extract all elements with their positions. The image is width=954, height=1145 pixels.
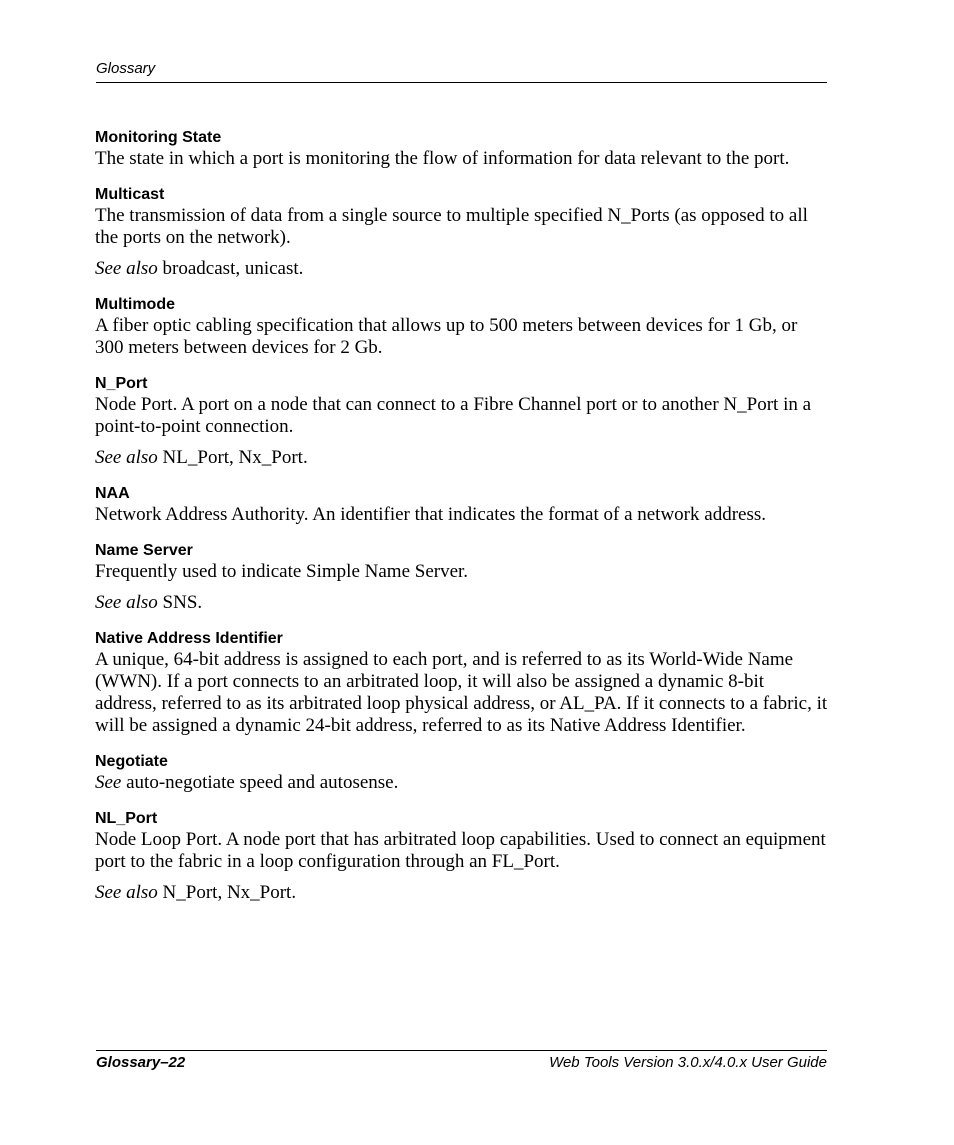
see-also-label: See also <box>95 592 158 613</box>
glossary-entry-multicast <box>95 184 830 280</box>
glossary-entry-naa <box>95 483 830 526</box>
glossary-entry-name-server <box>95 540 830 614</box>
glossary-definition: Frequently used to indicate Simple Name Server. <box>95 561 469 582</box>
page-footer <box>96 1050 827 1075</box>
glossary-definition: A unique, 64-bit address is assigned to each port, and is referred to as its World-Wide Name (WWN). If a port connects to an arbitrated loop, it will also be assigned a dynamic 8-bit address, referred to as its arbitrated loop physical address, or AL_PA. If it connects to a fabric, it will be assigned a dynamic 24-bit address, referred to as its Native Address Identifier. <box>95 649 828 736</box>
glossary-term: Monitoring State <box>95 129 222 146</box>
glossary-term: Multicast <box>95 186 165 203</box>
see-also-targets: SNS. <box>157 592 203 613</box>
see-also-reference <box>95 258 830 280</box>
glossary-entry-monitoring-state <box>95 127 830 170</box>
glossary-entry-negotiate <box>95 751 830 794</box>
glossary-definition: The transmission of data from a single source to multiple specified N_Ports (as opposed to all the ports on the network). <box>95 205 808 248</box>
glossary-entry-native-address-identifier <box>95 628 830 737</box>
see-also-reference <box>95 592 830 614</box>
glossary-definition: The state in which a port is monitoring the flow of information for data relevant to the port. <box>95 148 790 169</box>
see-also-label: See also <box>95 882 158 903</box>
glossary-term: Native Address Identifier <box>95 630 283 647</box>
glossary-entry-n-port <box>95 373 830 469</box>
glossary-term: Negotiate <box>95 753 168 770</box>
see-also-targets: NL_Port, Nx_Port. <box>157 447 308 468</box>
glossary-content <box>95 127 830 918</box>
see-also-reference <box>95 882 830 904</box>
page-header <box>96 58 827 83</box>
glossary-entry-nl-port <box>95 808 830 904</box>
document-title: Web Tools Version 3.0.x/4.0.x User Guide <box>549 1054 827 1071</box>
glossary-term: Multimode <box>95 296 175 313</box>
see-targets: auto-negotiate speed and autosense. <box>121 772 399 793</box>
see-also-label: See also <box>95 258 158 279</box>
glossary-term: N_Port <box>95 375 148 392</box>
see-also-label: See also <box>95 447 158 468</box>
glossary-definition: Network Address Authority. An identifier that indicates the format of a network address. <box>95 504 766 525</box>
glossary-term: Name Server <box>95 542 193 559</box>
see-label: See <box>95 772 122 793</box>
page-number: Glossary–22 <box>96 1054 186 1071</box>
header-title: Glossary <box>96 60 156 77</box>
glossary-term: NL_Port <box>95 810 158 827</box>
see-also-targets: N_Port, Nx_Port. <box>157 882 297 903</box>
glossary-term: NAA <box>95 485 130 502</box>
glossary-entry-multimode <box>95 294 830 359</box>
glossary-definition: Node Loop Port. A node port that has arbitrated loop capabilities. Used to connect an equipment port to the fabric in a loop configuration through an FL_Port. <box>95 829 826 872</box>
see-reference <box>95 772 830 794</box>
glossary-definition: Node Port. A port on a node that can connect to a Fibre Channel port or to another N_Port in a point-to-point connection. <box>95 394 812 437</box>
see-also-targets: broadcast, unicast. <box>157 258 304 279</box>
see-also-reference <box>95 447 830 469</box>
glossary-definition: A fiber optic cabling specification that allows up to 500 meters between devices for 1 Gb, or 300 meters between devices for 2 Gb. <box>95 315 798 358</box>
